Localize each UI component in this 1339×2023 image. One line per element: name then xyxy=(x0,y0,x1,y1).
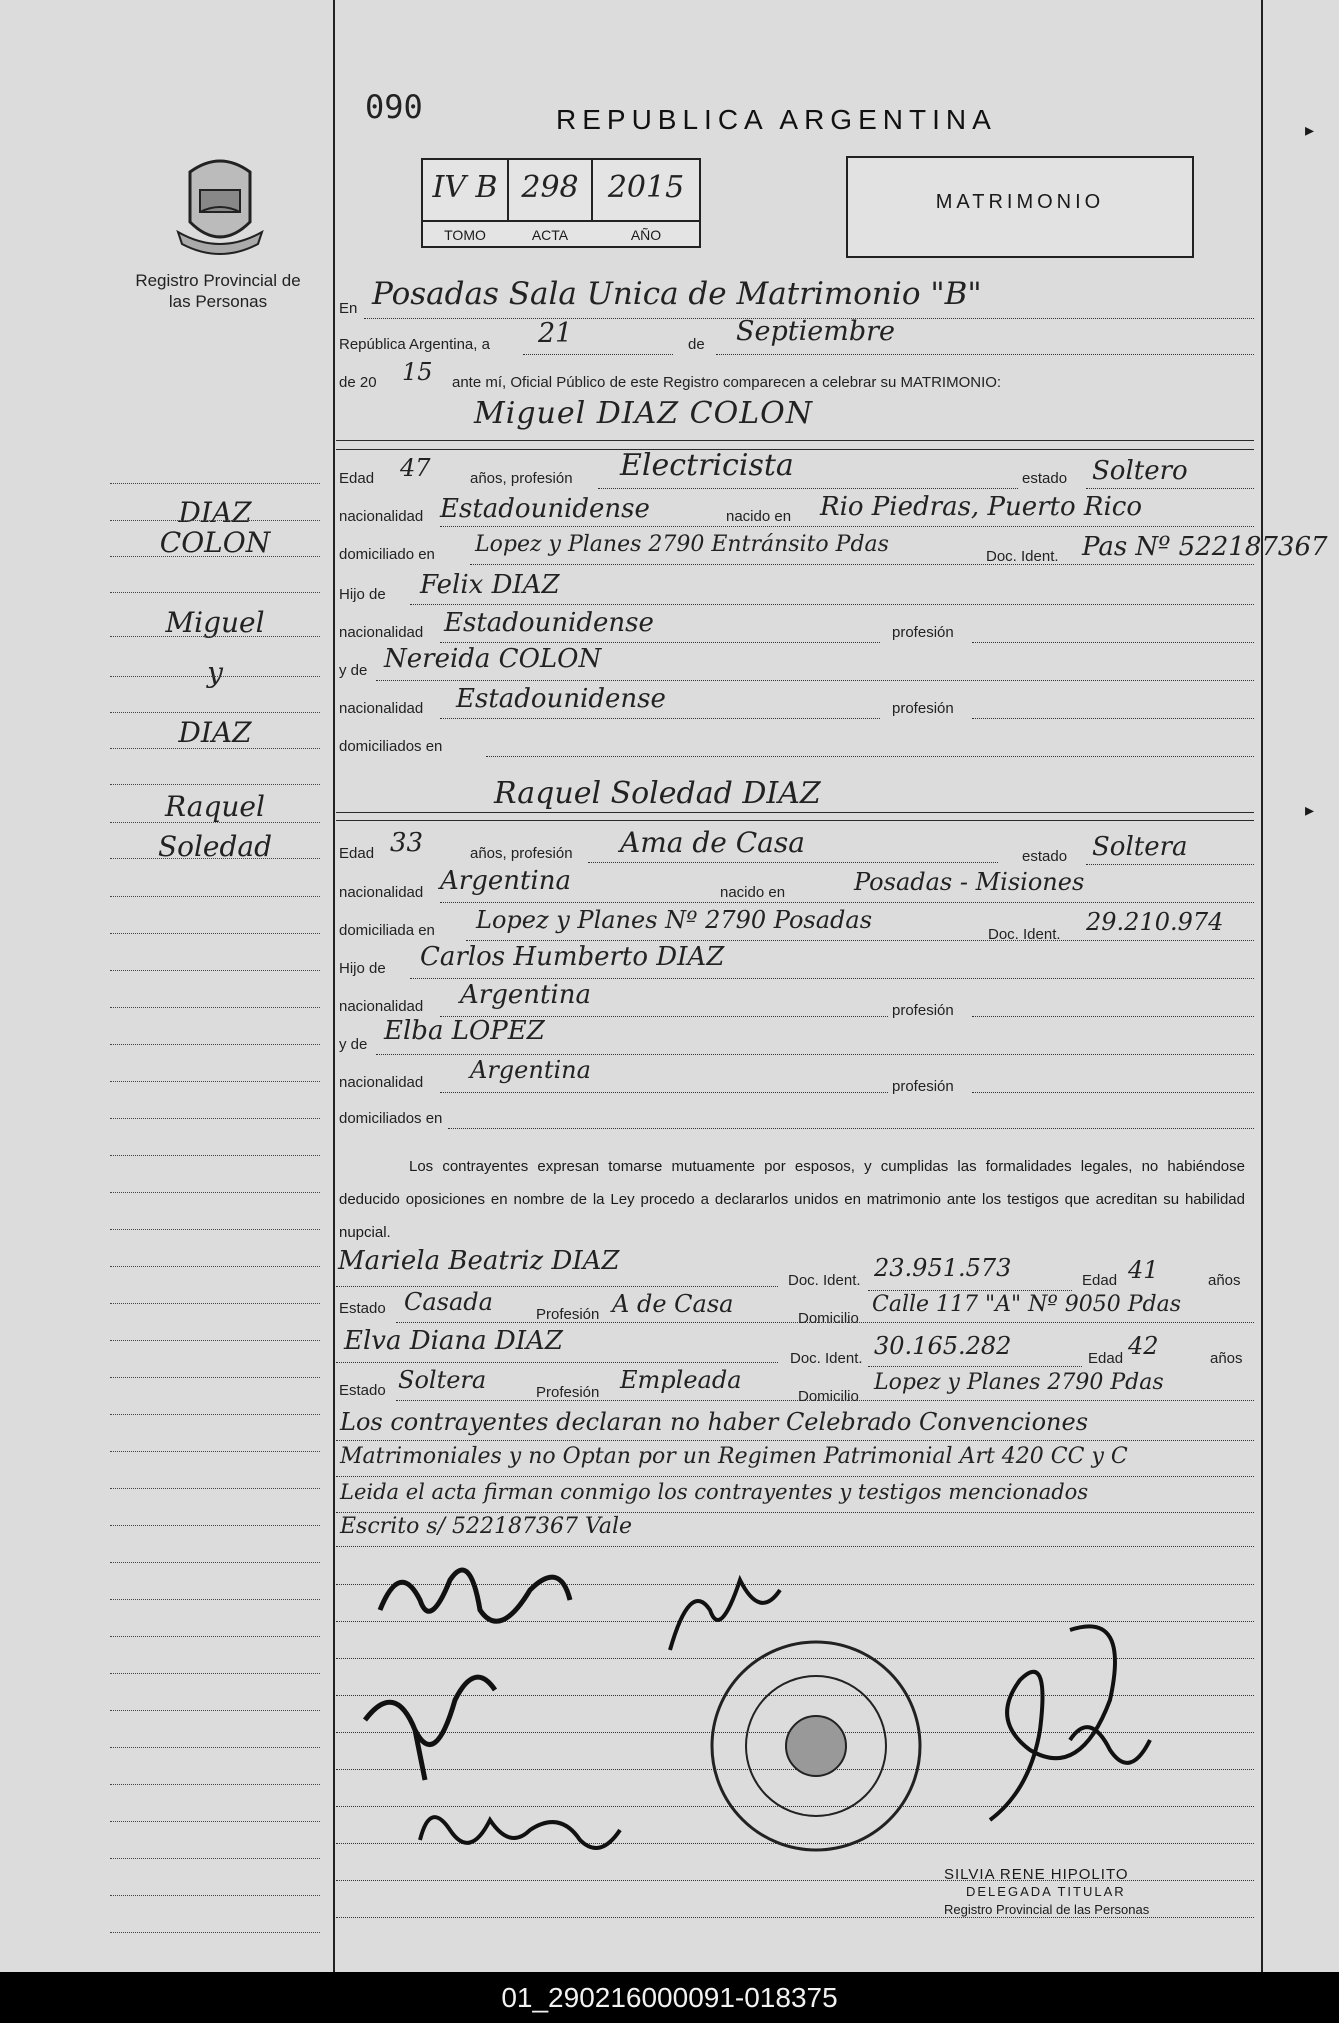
bride-mother-nat-line xyxy=(440,1092,888,1093)
witness2-age-label: Edad xyxy=(1088,1350,1124,1367)
note-rule-1 xyxy=(336,1440,1254,1441)
margin-line xyxy=(110,1155,320,1156)
witness2-prof-label: Profesión xyxy=(536,1384,600,1401)
margin-line xyxy=(110,1488,320,1489)
groom-born-label: nacido en xyxy=(726,508,792,525)
groom-status: Soltero xyxy=(1092,456,1188,486)
note-line-2: Matrimoniales y no Optan por un Regimen Patrimonial Art 420 CC y C xyxy=(340,1444,1128,1469)
margin-line xyxy=(110,1673,320,1674)
margin-rule xyxy=(333,0,335,1972)
witness2-doc-line xyxy=(868,1366,1082,1367)
witness1-status: Casada xyxy=(404,1288,493,1316)
tomo-value: IV B xyxy=(432,170,498,205)
groom-dom-line xyxy=(470,564,1254,565)
margin-line xyxy=(110,1636,320,1637)
margin-line xyxy=(110,1599,320,1600)
bride-doc-number: 29.210.974 xyxy=(1086,908,1224,936)
registry-seal-icon xyxy=(706,1636,926,1856)
groom-status-line xyxy=(1086,488,1254,489)
witness1-signature xyxy=(355,1660,505,1790)
margin-line xyxy=(110,1266,320,1267)
margin-line xyxy=(110,1192,320,1193)
margin-line xyxy=(110,1747,320,1748)
witness2-dom-label: Domicilio xyxy=(798,1388,859,1405)
margin-line xyxy=(110,1118,320,1119)
image-caption: 01_290216000091-018375 xyxy=(0,1972,1339,2023)
margin-surname-3: DIAZ xyxy=(178,716,252,749)
bride-prof-label: años, profesión xyxy=(470,845,573,862)
margin-line xyxy=(110,1895,320,1896)
bride-name-line xyxy=(336,812,1254,813)
groom-parents-dom-label: domiciliados en xyxy=(339,738,443,755)
year-value: 2015 xyxy=(607,170,685,205)
bride-birthplace: Posadas - Misiones xyxy=(854,868,1085,896)
margin-line xyxy=(110,1451,320,1452)
margin-and: y xyxy=(207,656,223,689)
volume-act-year-box xyxy=(421,158,701,248)
witness2-status-label: Estado xyxy=(339,1382,386,1399)
margin-line xyxy=(110,822,320,823)
groom-father-label: Hijo de xyxy=(339,586,386,603)
witness2-signature xyxy=(410,1790,630,1870)
groom-father-line xyxy=(410,604,1254,605)
right-rule xyxy=(1261,0,1263,1972)
groom-mother: Nereida COLON xyxy=(384,644,602,674)
margin-line xyxy=(110,933,320,934)
bride-status: Soltera xyxy=(1092,832,1188,862)
groom-father-nat-label: nacionalidad xyxy=(339,624,424,641)
right-edge-mark: ▸ xyxy=(1305,800,1315,820)
witness1-doc-label: Doc. Ident. xyxy=(788,1272,861,1289)
bride-father-prof-label: profesión xyxy=(892,1002,954,1019)
margin-line xyxy=(110,1525,320,1526)
margin-surname-2: COLON xyxy=(159,526,271,559)
margin-line xyxy=(110,858,320,859)
witness1-doc: 23.951.573 xyxy=(874,1254,1012,1282)
bride-father: Carlos Humberto DIAZ xyxy=(420,942,725,972)
margin-given-3: Soledad xyxy=(157,830,273,863)
bride-mother-line xyxy=(376,1054,1254,1055)
groom-full-name: Miguel DIAZ COLON xyxy=(474,396,813,431)
margin-line xyxy=(110,1858,320,1859)
margin-line xyxy=(110,1784,320,1785)
margin-surname-1: DIAZ xyxy=(178,496,252,529)
bride-prof-line xyxy=(588,862,998,863)
groom-age-label: Edad xyxy=(339,470,375,487)
witness1-profession: A de Casa xyxy=(612,1290,734,1318)
bride-mother-nat: Argentina xyxy=(470,1056,591,1084)
margin-given-1: Miguel xyxy=(165,606,265,639)
witness2-age: 42 xyxy=(1128,1332,1159,1360)
witness2-status: Soltera xyxy=(398,1366,487,1394)
margin-line xyxy=(110,1821,320,1822)
document-type-box xyxy=(846,156,1194,258)
official-title: DELEGADA TITULAR xyxy=(966,1884,1126,1899)
bride-profession: Ama de Casa xyxy=(620,826,805,859)
margin-line xyxy=(110,1414,320,1415)
witness1-dom-label: Domicilio xyxy=(798,1310,859,1327)
margin-line xyxy=(110,1932,320,1933)
bride-father-line xyxy=(410,978,1254,979)
groom-name-line xyxy=(336,440,1254,441)
witness2-name: Elva Diana DIAZ xyxy=(344,1326,563,1356)
margin-line xyxy=(110,556,320,557)
margin-line xyxy=(110,1377,320,1378)
witness1-name: Mariela Beatriz DIAZ xyxy=(338,1246,620,1276)
groom-address: Lopez y Planes 2790 Entránsito Pdas xyxy=(475,532,889,557)
bride-name-line-2 xyxy=(336,820,1254,821)
witness2-name-line xyxy=(336,1362,778,1363)
place-value: Posadas Sala Unica de Matrimonio "B" xyxy=(372,276,982,312)
official-signature xyxy=(930,1620,1180,1850)
signature-area-rule xyxy=(336,1917,1254,1918)
margin-line xyxy=(110,1007,320,1008)
bride-doc-label: Doc. Ident. xyxy=(988,926,1061,943)
de-label: de xyxy=(688,336,705,353)
page-number: 090 xyxy=(365,88,423,126)
month-line xyxy=(716,354,1254,355)
bride-mother: Elba LOPEZ xyxy=(384,1016,545,1046)
bride-age-label: Edad xyxy=(339,845,375,862)
margin-line xyxy=(110,712,320,713)
intro-text: ante mí, Oficial Público de este Registro comparecen a celebrar su MATRIMONIO: xyxy=(452,374,1002,391)
bride-status-label: estado xyxy=(1022,848,1068,865)
margin-line xyxy=(110,748,320,749)
margin-line xyxy=(110,896,320,897)
bride-father-prof-line xyxy=(972,1016,1254,1017)
groom-father-nat-line xyxy=(440,642,880,643)
witness1-status-label: Estado xyxy=(339,1300,386,1317)
day-line xyxy=(523,354,673,355)
tomo-cell xyxy=(423,160,509,220)
box-labels xyxy=(423,220,699,248)
legal-statement: Los contrayentes expresan tomarse mutuamente por esposos, y cumplidas las formalidades legales, no habiéndose deducido oposiciones en nombre de la Ley procedo a declararlos unidos en matrimonio ante los testigos que acreditan su habilidad nupcial. xyxy=(339,1158,1245,1241)
witness1-prof-label: Profesión xyxy=(536,1306,600,1323)
right-edge-mark: ▸ xyxy=(1305,120,1315,140)
acta-value: 298 xyxy=(521,170,579,205)
official-office: Registro Provincial de las Personas xyxy=(944,1902,1150,1917)
bride-mother-nat-label: nacionalidad xyxy=(339,1074,424,1091)
margin-line xyxy=(110,520,320,521)
witness1-anos: años xyxy=(1208,1272,1241,1289)
margin-line xyxy=(110,1340,320,1341)
bride-address: Lopez y Planes Nº 2790 Posadas xyxy=(476,906,873,934)
groom-profession: Electricista xyxy=(620,448,794,483)
groom-status-label: estado xyxy=(1022,470,1068,487)
margin-line xyxy=(110,676,320,677)
year-suffix: 15 xyxy=(402,358,433,386)
witness2-profession: Empleada xyxy=(620,1366,742,1394)
official-name: SILVIA RENE HIPOLITO xyxy=(944,1866,1129,1883)
note-line-1: Los contrayentes declaran no haber Celebrado Convenciones xyxy=(340,1408,1089,1436)
misiones-coat-of-arms-icon xyxy=(170,152,270,262)
margin-line xyxy=(110,970,320,971)
witness1-name-line xyxy=(336,1286,778,1287)
groom-dom-label: domiciliado en xyxy=(339,546,435,563)
bride-nat-line xyxy=(440,902,1254,903)
acta-label: ACTA xyxy=(531,227,569,243)
witness2-doc: 30.165.282 xyxy=(874,1332,1012,1360)
witness1-address: Calle 117 "A" Nº 9050 Pdas xyxy=(872,1292,1181,1317)
groom-father-nat: Estadounidense xyxy=(444,608,654,638)
bride-mother-label: y de xyxy=(339,1036,368,1053)
witness1-doc-line xyxy=(868,1290,1072,1291)
bride-dom-label: domiciliada en xyxy=(339,922,435,939)
groom-father-prof-line xyxy=(972,642,1254,643)
witness2-line xyxy=(396,1400,1254,1401)
margin-given-2: Raquel xyxy=(165,790,265,823)
note-line-3: Leida el acta firman conmigo los contrayentes y testigos mencionados xyxy=(340,1480,1089,1504)
witness2-address: Lopez y Planes 2790 Pdas xyxy=(874,1370,1164,1395)
margin-line xyxy=(110,636,320,637)
margin-line xyxy=(110,1710,320,1711)
groom-mother-nat: Estadounidense xyxy=(456,684,666,714)
bride-full-name: Raquel Soledad DIAZ xyxy=(494,776,821,811)
country-title: REPUBLICA ARGENTINA xyxy=(556,104,997,135)
margin-line xyxy=(110,1081,320,1082)
groom-prof-label: años, profesión xyxy=(470,470,573,487)
bride-mother-prof-label: profesión xyxy=(892,1078,954,1095)
margin-line xyxy=(110,1229,320,1230)
groom-name-line-2 xyxy=(336,449,1254,450)
groom-father-prof-label: profesión xyxy=(892,624,954,641)
witness1-age-label: Edad xyxy=(1082,1272,1118,1289)
bride-born-label: nacido en xyxy=(720,884,786,901)
bride-age: 33 xyxy=(390,828,424,858)
document-type: MATRIMONIO xyxy=(935,191,1105,213)
margin-line xyxy=(110,784,320,785)
margin-line xyxy=(110,1562,320,1563)
groom-mother-label: y de xyxy=(339,662,368,679)
note-line-4: Escrito s/ 522187367 Vale xyxy=(340,1514,633,1539)
bride-father-nat: Argentina xyxy=(460,980,591,1010)
note-rule-4 xyxy=(336,1546,1254,1547)
bride-status-line xyxy=(1086,864,1254,865)
groom-signature xyxy=(370,1550,590,1650)
groom-nat-label: nacionalidad xyxy=(339,508,424,525)
groom-parents-dom-line xyxy=(486,756,1254,757)
margin-line xyxy=(110,1303,320,1304)
groom-nat-line xyxy=(440,526,1254,527)
note-rule-2 xyxy=(336,1476,1254,1477)
groom-doc-label: Doc. Ident. xyxy=(986,548,1059,565)
margin-line xyxy=(110,483,320,484)
groom-prof-line xyxy=(598,488,1018,489)
groom-father: Felix DIAZ xyxy=(420,570,560,600)
groom-doc-number: Pas Nº 522187367 xyxy=(1082,532,1328,562)
groom-mother-prof-line xyxy=(972,718,1254,719)
groom-nationality: Estadounidense xyxy=(440,494,650,524)
year-prefix: de 20 xyxy=(339,374,377,391)
margin-line xyxy=(110,592,320,593)
registry-name: Registro Provincial de las Personas xyxy=(135,271,301,311)
margin-line xyxy=(110,1044,320,1045)
bride-nationality: Argentina xyxy=(440,866,571,896)
acta-cell xyxy=(509,160,593,220)
republic-label: República Argentina, a xyxy=(339,336,490,353)
bride-parents-dom-line xyxy=(448,1128,1254,1129)
bride-father-label: Hijo de xyxy=(339,960,386,977)
witness1-age: 41 xyxy=(1128,1256,1159,1284)
groom-age: 47 xyxy=(400,454,431,482)
groom-mother-line xyxy=(376,680,1254,681)
groom-birthplace: Rio Piedras, Puerto Rico xyxy=(820,492,1142,522)
witness2-doc-label: Doc. Ident. xyxy=(790,1350,863,1367)
groom-mother-nat-line xyxy=(440,718,880,719)
bride-parents-dom-label: domiciliados en xyxy=(339,1110,443,1127)
year-label: AÑO xyxy=(630,227,662,243)
witness1-line xyxy=(396,1322,1254,1323)
day-value: 21 xyxy=(538,318,573,349)
bride-mother-prof-line xyxy=(972,1092,1254,1093)
en-label: En xyxy=(339,300,358,317)
note-rule-3 xyxy=(336,1512,1254,1513)
month-value: Septiembre xyxy=(736,316,895,347)
bride-dom-line xyxy=(466,940,1254,941)
bride-nat-label: nacionalidad xyxy=(339,884,424,901)
groom-mother-nat-label: nacionalidad xyxy=(339,700,424,717)
tomo-label: TOMO xyxy=(444,227,486,243)
bride-father-nat-label: nacionalidad xyxy=(339,998,424,1015)
witness2-anos: años xyxy=(1210,1350,1243,1367)
groom-mother-prof-label: profesión xyxy=(892,700,954,717)
